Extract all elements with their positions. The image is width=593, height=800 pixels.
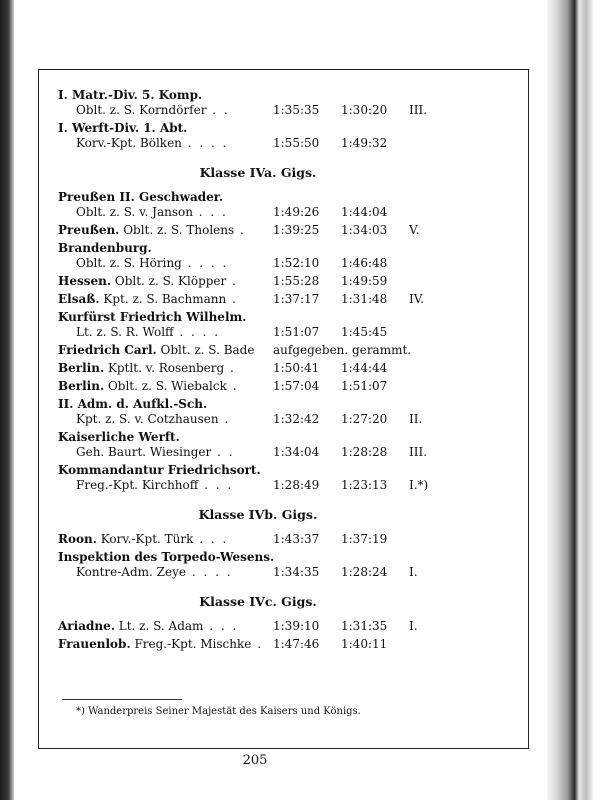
- corrected-time: 1:31:35: [341, 619, 388, 633]
- team-name: Ariadne.: [58, 619, 115, 633]
- corrected-time: 1:40:11: [341, 637, 388, 651]
- commander-name: Oblt. z. S. Klöpper: [114, 274, 227, 288]
- elapsed-time: 1:49:26: [273, 205, 320, 219]
- crew-cell: [58, 343, 273, 358]
- result-line: [58, 223, 458, 238]
- leader-dots: . . . .: [181, 136, 229, 150]
- elapsed-time: 1:34:04: [273, 445, 320, 459]
- result-line: [58, 619, 458, 634]
- placing: III.: [409, 445, 428, 459]
- corrected-time: 1:51:07: [341, 379, 388, 393]
- elapsed-time: 1:55:50: [273, 136, 320, 150]
- placing: [409, 205, 447, 220]
- crew-cell: [58, 292, 273, 307]
- elapsed-time: 1:28:49: [273, 478, 320, 492]
- result-entry: [58, 637, 458, 652]
- elapsed-time: 1:35:35: [273, 103, 320, 117]
- corrected-time: 1:49:32: [341, 136, 388, 150]
- team-name: Roon.: [58, 532, 97, 546]
- result-line: [58, 532, 458, 547]
- placing: I.: [409, 565, 418, 579]
- commander-name: Geh. Baurt. Wiesinger: [76, 445, 212, 459]
- result-line: [58, 361, 458, 376]
- corrected-time: 1:30:20: [341, 103, 388, 117]
- commander-name: Kontre-Adm. Zeye: [76, 565, 186, 579]
- leader-dots: .: [226, 379, 239, 393]
- result-line: [58, 136, 458, 151]
- commander-name: Lt. z. S. Adam: [118, 619, 204, 633]
- elapsed-time: 1:52:10: [273, 256, 320, 270]
- team-name: Kaiserliche Werft.: [58, 430, 180, 444]
- commander-name: Oblt. z. S. v. Janson: [76, 205, 193, 219]
- placing: II.: [409, 412, 423, 426]
- class-heading: Klasse IVa. Gigs.: [199, 165, 317, 180]
- corrected-time: 1:23:13: [341, 478, 388, 492]
- result-line: [58, 292, 458, 307]
- team-name: II. Adm. d. Aufkl.-Sch.: [58, 397, 208, 411]
- result-entry: [58, 397, 458, 427]
- corrected-time: 1:44:44: [341, 361, 388, 375]
- team-name: Elsaß.: [58, 292, 100, 306]
- placing: [409, 637, 447, 652]
- result-line: [58, 103, 458, 118]
- leader-dots: . . . .: [181, 256, 229, 270]
- elapsed-time: 1:47:46: [273, 637, 320, 651]
- leader-dots: . . . .: [173, 325, 221, 339]
- results-list: [58, 88, 458, 655]
- placing: [409, 532, 447, 547]
- team-name: Kurfürst Friedrich Wilhelm.: [58, 310, 247, 324]
- crew-cell: [58, 103, 273, 118]
- leader-dots: . . .: [193, 532, 229, 546]
- placing: V.: [409, 223, 420, 237]
- team-name: Brandenburg.: [58, 241, 152, 255]
- result-entry: [58, 430, 458, 460]
- result-entry: [58, 463, 458, 493]
- page-number: 205: [242, 753, 268, 768]
- result-entry: [58, 88, 458, 118]
- result-entry: [58, 121, 458, 151]
- team-name: Hessen.: [58, 274, 112, 288]
- result-line: [58, 637, 458, 652]
- placing: [409, 361, 447, 376]
- leader-dots: . .: [206, 103, 230, 117]
- crew-cell: [58, 532, 273, 547]
- commander-name: Freg.-Kpt. Kirchhoff: [76, 478, 199, 492]
- commander-name: Korv.-Kpt. Türk: [100, 532, 194, 546]
- result-entry: [58, 223, 458, 238]
- leader-dots: . . .: [198, 478, 234, 492]
- team-name: I. Matr.-Div. 5. Komp.: [58, 88, 203, 102]
- result-note: aufgegeben. gerammt.: [273, 343, 412, 357]
- placing: [409, 325, 447, 340]
- result-line: [58, 343, 458, 358]
- leader-dots: . .: [211, 445, 235, 459]
- elapsed-time: 1:39:25: [273, 223, 320, 237]
- elapsed-time: 1:32:42: [273, 412, 320, 426]
- crew-cell: [58, 637, 273, 652]
- team-name: I. Werft-Div. 1. Abt.: [58, 121, 188, 135]
- result-entry: [58, 379, 458, 394]
- team-name: Frauenlob.: [58, 637, 131, 651]
- team-name: Kommandantur Friedrichsort.: [58, 463, 261, 477]
- commander-name: Oblt. z. S. Bade: [160, 343, 255, 357]
- commander-name: Kpt. z. S. Bachmann: [103, 292, 227, 306]
- crew-cell: [58, 274, 273, 289]
- leader-dots: . . . .: [186, 565, 233, 579]
- corrected-time: 1:27:20: [341, 412, 388, 426]
- corrected-time: 1:44:04: [341, 205, 388, 219]
- elapsed-time: 1:50:41: [273, 361, 320, 375]
- placing: I.: [409, 619, 418, 633]
- result-line: [58, 379, 458, 394]
- result-entry: [58, 274, 458, 289]
- crew-cell: [58, 256, 273, 271]
- leader-dots: . . .: [192, 205, 228, 219]
- book-spine-left: [0, 0, 14, 800]
- placing: [409, 379, 447, 394]
- result-line: [58, 256, 458, 271]
- crew-cell: [58, 205, 273, 220]
- corrected-time: 1:46:48: [341, 256, 388, 270]
- footnote-rule: [62, 699, 182, 700]
- commander-name: Oblt. z. S. Wiebalck: [107, 379, 227, 393]
- placing: [409, 256, 447, 271]
- result-entry: [58, 310, 458, 340]
- book-page-edges-right: [547, 0, 593, 800]
- commander-name: Oblt. z. S. Tholens: [123, 223, 235, 237]
- commander-name: Kptlt. v. Rosenberg: [107, 361, 225, 375]
- commander-name: Oblt. z. S. Höring: [76, 256, 182, 270]
- result-entry: [58, 241, 458, 271]
- commander-name: Lt. z. S. R. Wolff: [76, 325, 174, 339]
- crew-cell: [58, 478, 273, 493]
- result-entry: [58, 619, 458, 634]
- result-entry: [58, 361, 458, 376]
- crew-cell: [58, 223, 273, 238]
- corrected-time: 1:49:59: [341, 274, 388, 288]
- team-name: Inspektion des Torpedo-Wesens.: [58, 550, 275, 564]
- elapsed-time: 1:37:17: [273, 292, 320, 306]
- class-heading: Klasse IVb. Gigs.: [198, 507, 318, 522]
- corrected-time: 1:28:28: [341, 445, 388, 459]
- commander-name: Oblt. z. S. Korndörfer: [76, 103, 207, 117]
- result-line: [58, 478, 458, 493]
- crew-cell: [58, 325, 273, 340]
- corrected-time: 1:34:03: [341, 223, 388, 237]
- leader-dots: .: [234, 223, 246, 237]
- elapsed-time: 1:57:04: [273, 379, 320, 393]
- class-heading: Klasse IVc. Gigs.: [199, 594, 317, 609]
- team-name: Berlin.: [58, 361, 105, 375]
- placing: III.: [409, 103, 428, 117]
- leader-dots: . . .: [203, 619, 239, 633]
- team-name: Berlin.: [58, 379, 105, 393]
- crew-cell: [58, 361, 273, 376]
- placing: [409, 274, 447, 289]
- leader-dots: .: [226, 274, 238, 288]
- team-name: Preußen II. Geschwader.: [58, 190, 224, 204]
- commander-name: Freg.-Kpt. Mischke: [134, 637, 252, 651]
- result-line: [58, 205, 458, 220]
- elapsed-time: 1:39:10: [273, 619, 320, 633]
- crew-cell: [58, 136, 273, 151]
- result-entry: [58, 292, 458, 307]
- result-line: [58, 274, 458, 289]
- commander-name: Korv.-Kpt. Bölken: [76, 136, 182, 150]
- result-entry: [58, 550, 458, 580]
- result-entry: [58, 343, 458, 358]
- corrected-time: 1:31:48: [341, 292, 388, 306]
- crew-cell: [58, 412, 273, 427]
- result-line: [58, 325, 458, 340]
- elapsed-time: 1:51:07: [273, 325, 320, 339]
- corrected-time: 1:28:24: [341, 565, 388, 579]
- result-entry: [58, 190, 458, 220]
- result-line: [58, 565, 458, 580]
- leader-dots: .: [226, 292, 238, 306]
- crew-cell: [58, 619, 273, 634]
- placing: [409, 136, 447, 151]
- result-entry: [58, 532, 458, 547]
- crew-cell: [58, 445, 273, 460]
- team-name: Friedrich Carl.: [58, 343, 157, 357]
- corrected-time: 1:37:19: [341, 532, 388, 546]
- result-line: [58, 412, 458, 427]
- result-line: [58, 445, 458, 460]
- leader-dots: .: [251, 637, 264, 651]
- elapsed-time: 1:43:37: [273, 532, 320, 546]
- elapsed-time: 1:34:35: [273, 565, 320, 579]
- crew-cell: [58, 379, 273, 394]
- crew-cell: [58, 565, 273, 580]
- placing: I.*): [409, 478, 429, 492]
- footnote: *) Wanderpreis Seiner Majestät des Kaisers und Königs.: [76, 706, 361, 717]
- elapsed-time: 1:55:28: [273, 274, 320, 288]
- leader-dots: .: [224, 361, 236, 375]
- commander-name: Kpt. z. S. v. Cotzhausen: [76, 412, 219, 426]
- placing: IV.: [409, 292, 425, 306]
- corrected-time: 1:45:45: [341, 325, 388, 339]
- leader-dots: .: [218, 412, 231, 426]
- team-name: Preußen.: [58, 223, 120, 237]
